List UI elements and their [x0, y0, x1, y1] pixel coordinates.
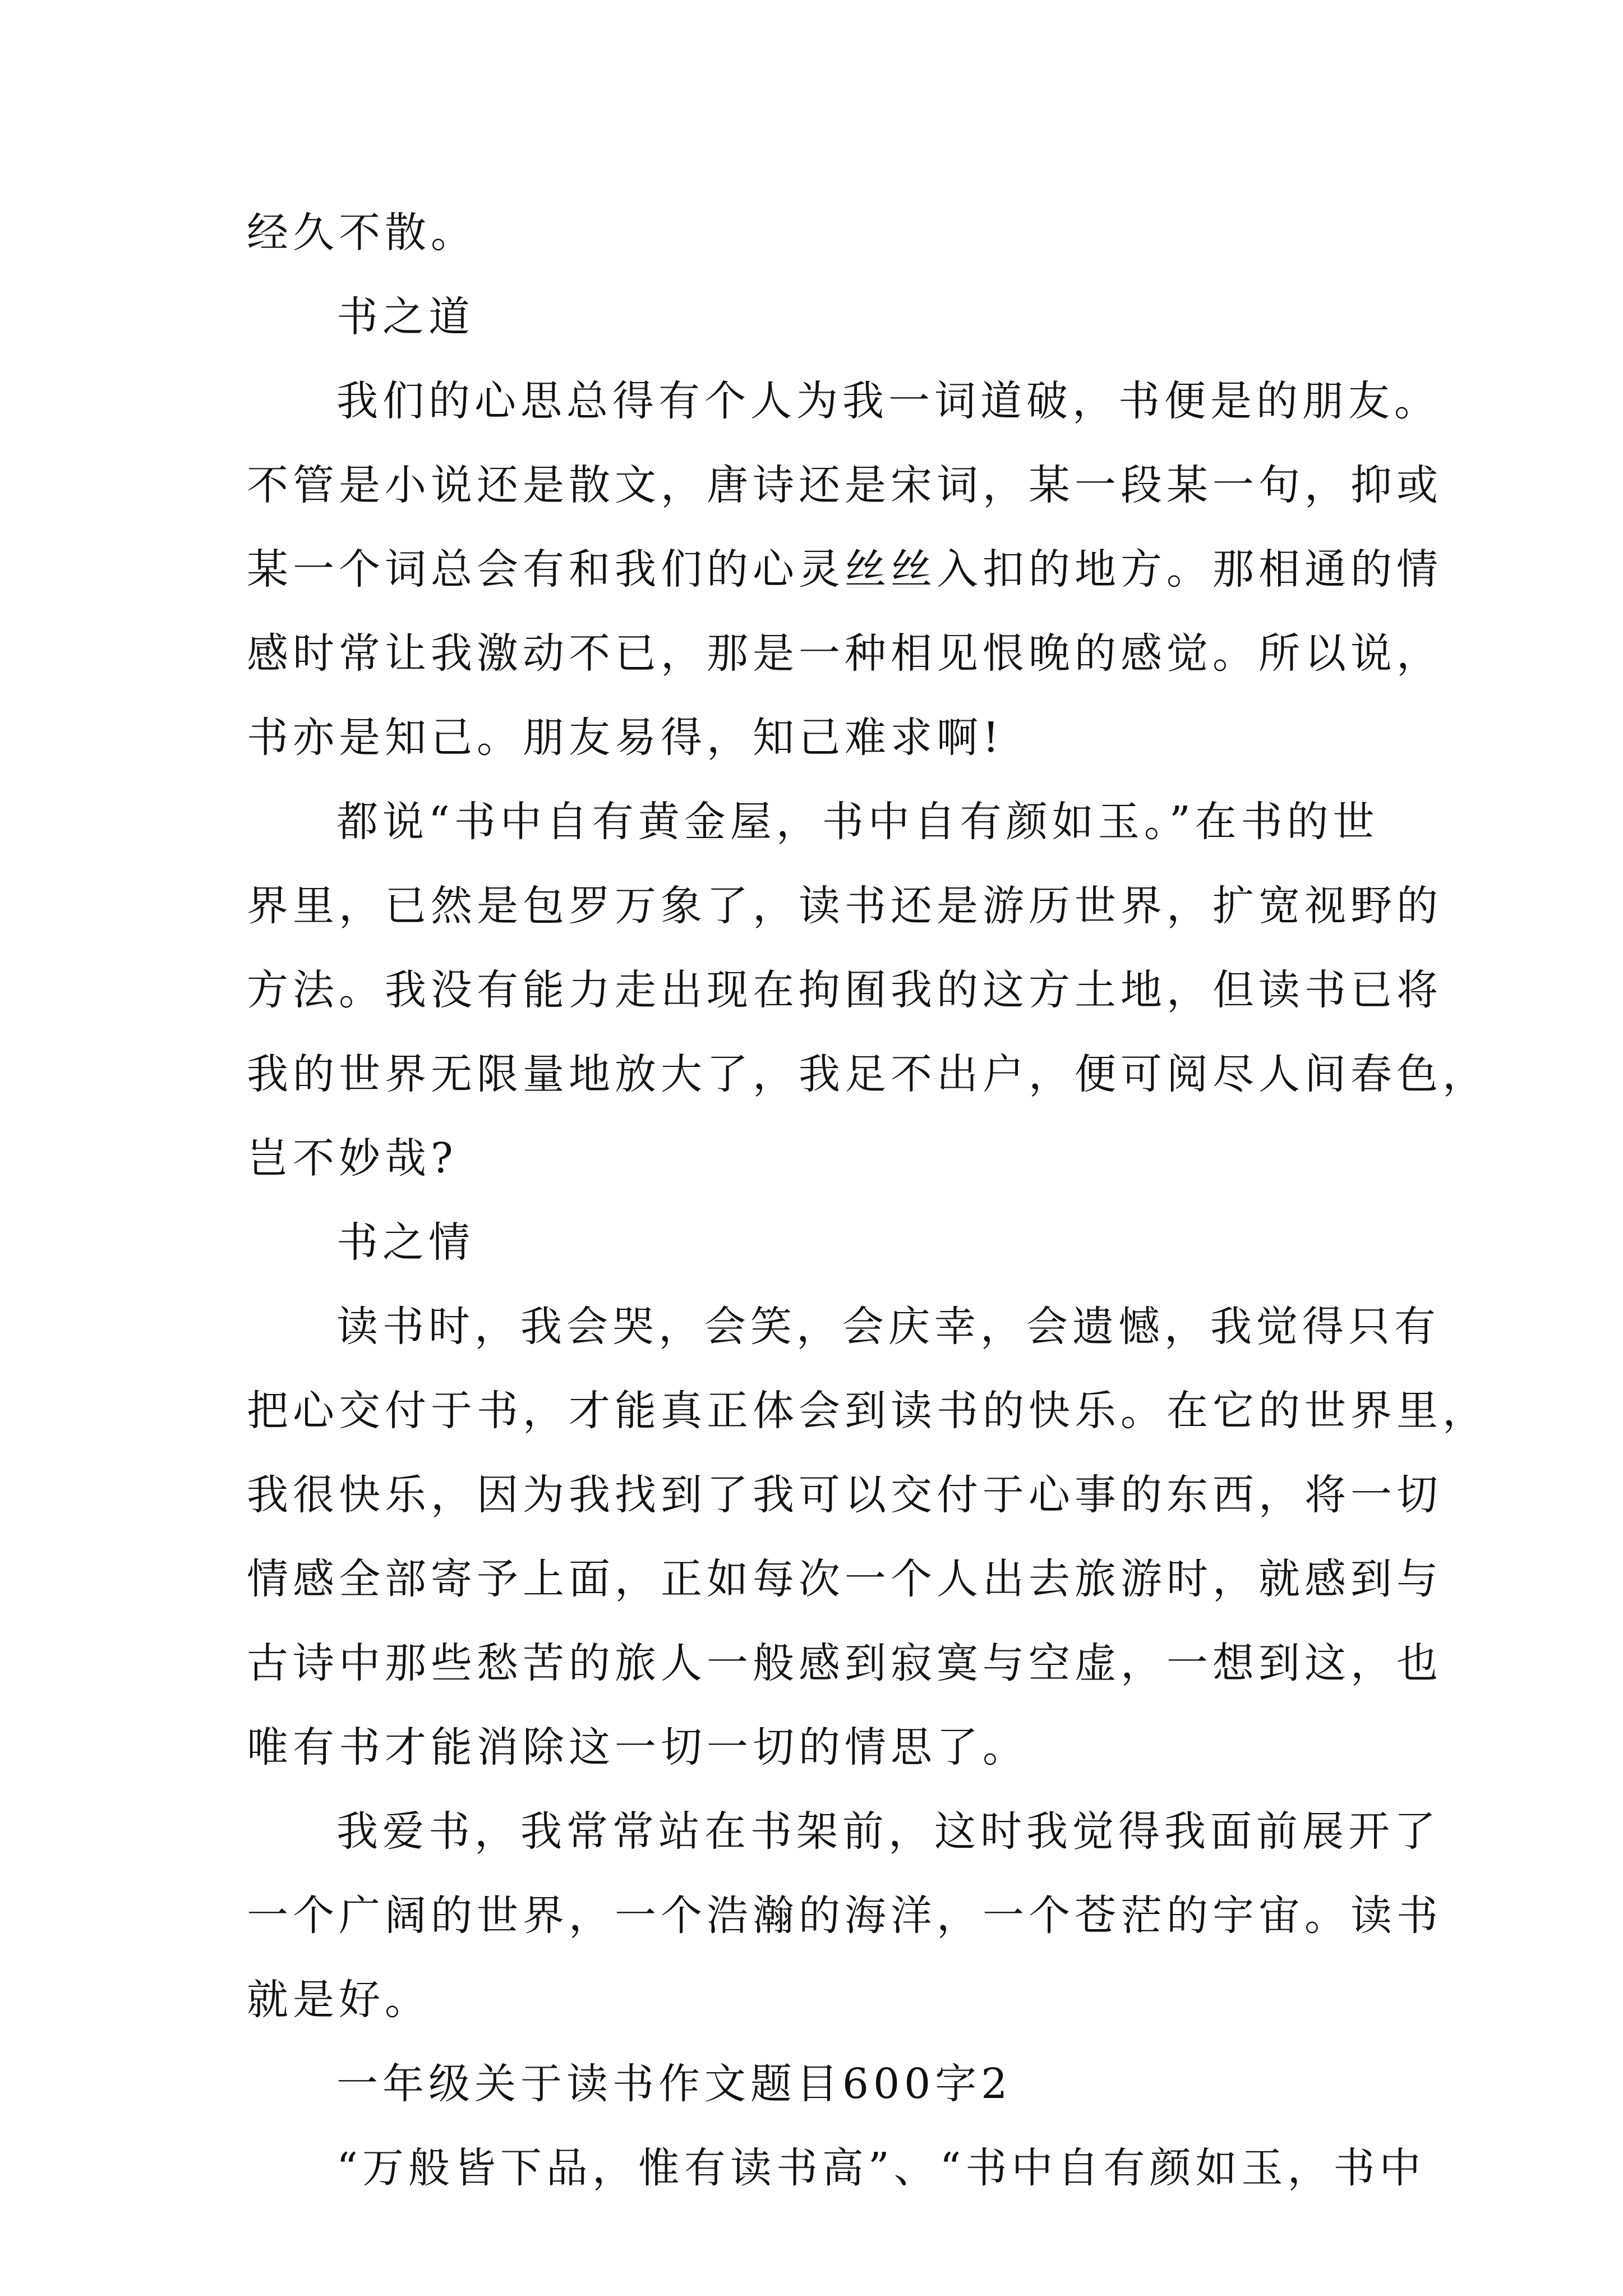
- text-line: 古诗中那些愁苦的旅人一般感到寂寞与空虚，一想到这，也: [247, 1639, 1442, 1687]
- text-line: 界里，已然是包罗万象了，读书还是游历世界，扩宽视野的: [247, 882, 1442, 930]
- text-line: 方法。我没有能力走出现在拘囿我的这方土地，但读书已将: [247, 966, 1442, 1014]
- text-line: 把心交付于书，才能真正体会到读书的快乐。在它的世界里，: [247, 1387, 1488, 1435]
- text-line: 唯有书才能消除这一切一切的情思了。: [247, 1723, 1029, 1772]
- text-line: 某一个词总会有和我们的心灵丝丝入扣的地方。那相通的情: [247, 545, 1442, 593]
- text-line: “万般皆下品，惟有读书高”、“书中自有颜如玉，书中: [336, 2144, 1426, 2192]
- section-heading: 书之道: [336, 293, 474, 341]
- text-line: 我爱书，我常常站在书架前，这时我觉得我面前展开了: [336, 1807, 1440, 1856]
- section-heading: 书之情: [336, 1218, 474, 1267]
- text-line: 我的世界无限量地放大了，我足不出户，便可阅尽人间春色，: [247, 1050, 1488, 1098]
- text-line: 经久不散。: [247, 209, 477, 257]
- text-line: 都说“书中自有黄金屋，书中自有颜如玉。”在书的世: [336, 798, 1379, 846]
- text-line: 我们的心思总得有个人为我一词道破，书便是的朋友。: [336, 377, 1440, 425]
- text-line: 就是好。: [247, 1976, 431, 2024]
- text-line: 岂不妙哉?: [247, 1134, 458, 1182]
- text-line: 感时常让我激动不已，那是一种相见恨晚的感觉。所以说，: [247, 629, 1442, 678]
- section-heading: 一年级关于读书作文题目600字2: [336, 2060, 1012, 2108]
- text-line: 我很快乐，因为我找到了我可以交付于心事的东西，将一切: [247, 1471, 1442, 1519]
- text-line: 不管是小说还是散文，唐诗还是宋词，某一段某一句，抑或: [247, 461, 1442, 509]
- text-line: 情感全部寄予上面，正如每次一个人出去旅游时，就感到与: [247, 1555, 1442, 1603]
- text-line: 一个广阔的世界，一个浩瀚的海洋，一个苍茫的宇宙。读书: [247, 1892, 1442, 1940]
- text-line: 读书时，我会哭，会笑，会庆幸，会遗憾，我觉得只有: [336, 1303, 1440, 1351]
- text-line: 书亦是知己。朋友易得，知己难求啊!: [247, 714, 1004, 762]
